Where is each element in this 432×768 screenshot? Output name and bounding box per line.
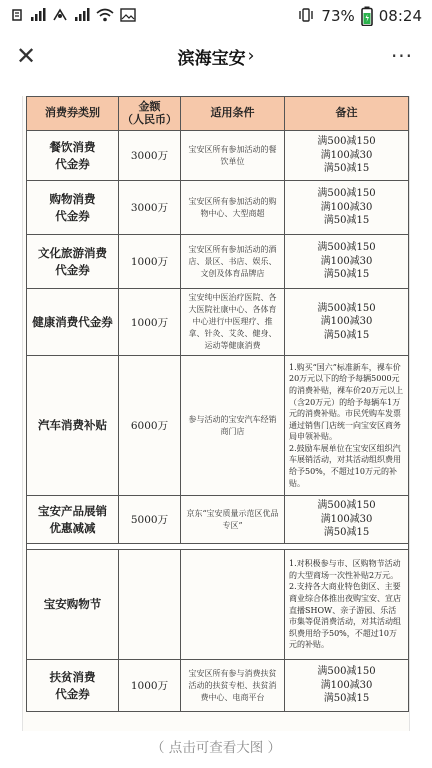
table-row — [27, 496, 409, 544]
coupon-note: 满500减150 满100减30 满50减15 — [285, 181, 409, 235]
coupon-condition: 宝安区所有参加活动的餐饮单位 — [181, 131, 285, 181]
title-bar — [0, 32, 432, 80]
table-row — [27, 660, 409, 712]
coupon-amount: 1000万 — [119, 289, 181, 356]
column-header: 消费券类别 — [27, 97, 119, 131]
coupon-amount — [119, 550, 181, 660]
table-header-row — [27, 97, 409, 131]
page-title-group[interactable] — [178, 44, 255, 69]
coupon-condition — [181, 550, 285, 660]
vibrate-icon — [297, 7, 315, 26]
coupon-condition: 宝安纯中医治疗医院、各大医院社康中心、各体育中心进行中医理疗、推拿、针灸、艾灸、健身、运动等健康消费 — [181, 289, 285, 356]
coupon-table-image[interactable] — [22, 96, 410, 731]
close-button[interactable] — [12, 42, 40, 70]
coupon-note: 满500减150 满100减30 满50减15 — [285, 289, 409, 356]
signal-icon — [74, 8, 90, 25]
coupon-condition: 宝安区所有参与消费扶贫活动的扶贫专柜、扶贫消费中心、电商平台 — [181, 660, 285, 712]
coupon-amount: 3000万 — [119, 181, 181, 235]
coupon-type: 餐饮消费 代金券 — [27, 131, 119, 181]
coupon-amount: 3000万 — [119, 131, 181, 181]
column-header: 适用条件 — [181, 97, 285, 131]
clock: 08:24 — [378, 7, 422, 25]
coupon-type: 扶贫消费 代金券 — [27, 660, 119, 712]
coupon-type: 汽车消费补贴 — [27, 356, 119, 496]
chevron-right-icon: › — [247, 46, 255, 66]
coupon-type: 健康消费代金券 — [27, 289, 119, 356]
table-row — [27, 289, 409, 356]
column-header: 金额 （人民币） — [119, 97, 181, 131]
coupon-amount: 1000万 — [119, 660, 181, 712]
coupon-type: 购物消费 代金券 — [27, 181, 119, 235]
coupon-note: 满500减150 满100减30 满50减15 — [285, 496, 409, 544]
coupon-table — [26, 96, 409, 712]
coupon-note: 满500减150 满100减30 满50减15 — [285, 660, 409, 712]
signal-icon — [30, 8, 46, 25]
coupon-type: 宝安产品展销 优惠减减 — [27, 496, 119, 544]
table-row — [27, 550, 409, 660]
battery-percent: 73% — [321, 7, 355, 25]
close-icon: ✕ — [15, 42, 37, 70]
coupon-condition: 京东“宝安质量示范区优品专区” — [181, 496, 285, 544]
more-icon: ··· — [390, 44, 414, 68]
table-row — [27, 181, 409, 235]
coupon-condition: 宝安区所有参加活动的酒店、景区、书店、娱乐、文创及体育品牌店 — [181, 235, 285, 289]
battery-icon — [361, 6, 373, 26]
coupon-note: 满500减150 满100减30 满50减15 — [285, 131, 409, 181]
column-header: 备注 — [285, 97, 409, 131]
coupon-note: 1.购买“国六”标准新车，裸车价20万元以下的给予每辆5000元的消费补贴，裸车价20万元以上（含20万元）的给予每辆车1万元的消费补贴。市民凭购车发票通过销售门店统一向宝安区商务局申领补贴。 2.鼓励车展单位在宝安区组织汽车展销活动，对其活动组织费用给予50%，不超过10万元的补贴。 — [285, 356, 409, 496]
table-row — [27, 356, 409, 496]
status-left-icons — [10, 8, 136, 25]
status-right-icons — [297, 6, 422, 26]
carrier-icon — [52, 8, 68, 25]
page-title: 滨海宝安 — [177, 48, 246, 69]
coupon-note: 1.对积极参与市、区购物节活动的大型商场一次性补贴2万元。 2.支持各大商业特色街区、主要商业综合体推出夜购宝安、宣店直播SHOW、亲子游园、乐活市集等促消费活动，对其活动组织费用给予50%，不超过10万元的补贴。 — [285, 550, 409, 660]
coupon-condition: 参与活动的宝安汽车经销商门店 — [181, 356, 285, 496]
view-large-image-link[interactable]: （ 点击可查看大图 ） — [150, 740, 282, 756]
wifi-icon — [96, 8, 114, 25]
table-row — [27, 131, 409, 181]
coupon-note: 满500减150 满100减30 满50减15 — [285, 235, 409, 289]
table-row — [27, 235, 409, 289]
coupon-type: 宝安购物节 — [27, 550, 119, 660]
notification-icon — [10, 8, 24, 25]
coupon-amount: 5000万 — [119, 496, 181, 544]
coupon-condition: 宝安区所有参加活动的购物中心、大型商超 — [181, 181, 285, 235]
article-content — [0, 80, 432, 740]
image-icon — [120, 8, 136, 25]
more-options-button[interactable] — [388, 42, 416, 70]
coupon-type: 文化旅游消费 代金券 — [27, 235, 119, 289]
status-bar — [0, 0, 432, 32]
coupon-amount: 1000万 — [119, 235, 181, 289]
coupon-amount: 6000万 — [119, 356, 181, 496]
